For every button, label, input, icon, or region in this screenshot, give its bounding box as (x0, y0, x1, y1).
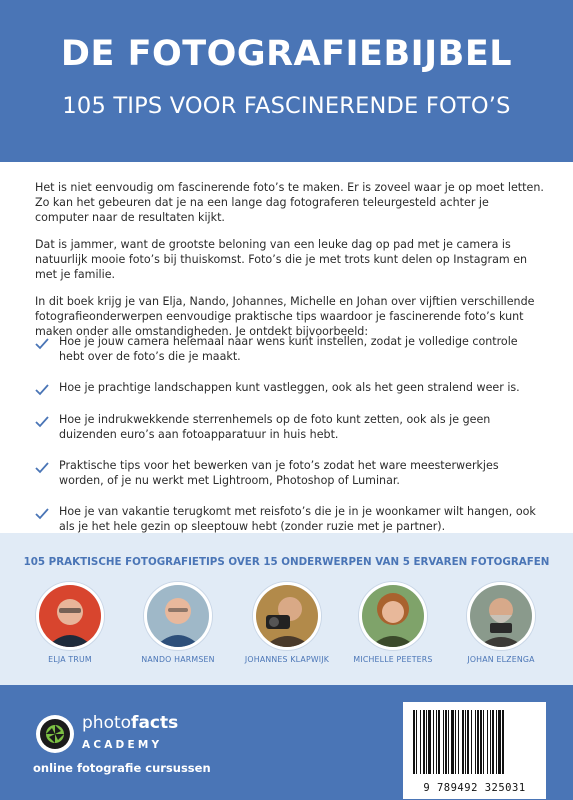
checklist-text: Hoe je jouw camera helemaal naar wens kunt instellen, zodat je volledige controle hebt over de foto’s die je maakt. (59, 335, 518, 363)
avatar (359, 582, 427, 650)
author-card (123, 582, 233, 664)
barcode-bar (438, 710, 440, 774)
barcode-bar (492, 710, 494, 774)
barcode-bar (455, 710, 456, 774)
avatar-photo (256, 585, 318, 647)
barcode-bar (448, 710, 449, 774)
avatar (467, 582, 535, 650)
authors-band-title: 105 PRAKTISCHE FOTOGRAFIETIPS OVER 15 ONDERWERPEN VAN 5 ERVAREN FOTOGRAFEN (23, 556, 550, 568)
barcode-bar (445, 710, 447, 774)
author-card (338, 582, 448, 664)
barcode-bar (426, 710, 427, 774)
barcode-bar (420, 710, 421, 774)
barcode-bar (451, 710, 454, 774)
barcode-bar (498, 710, 501, 774)
isbn-barcode (403, 702, 546, 799)
barcode-bar (467, 710, 469, 774)
barcode-bar (480, 710, 482, 774)
brand-name (82, 713, 178, 733)
checklist-item (35, 334, 545, 364)
brand-academy: ACADEMY (82, 739, 163, 751)
checklist-item (35, 412, 545, 442)
book-title: DE FOTOGRAFIEBIJBEL (60, 34, 513, 74)
barcode-bar (423, 710, 425, 774)
intro-paragraph: In dit boek krijg je van Elja, Nando, Johannes, Michelle en Johan over vijftien verschillende fotografieonderwerpen eenvoudige praktische tips waardoor je fascinerende foto’s kunt maken onder alle omstandigheden. Je ontdekt bijvoorbeeld: (35, 295, 535, 338)
checklist-text: Hoe je prachtige landschappen kunt vastleggen, ook als het geen stralend weer is. (59, 381, 520, 394)
author-card (232, 582, 342, 664)
barcode-bar (475, 710, 476, 774)
author-name: JOHAN ELZENGA (467, 655, 535, 664)
check-icon (35, 508, 49, 520)
brand-bold: facts (131, 713, 179, 733)
check-icon (35, 462, 49, 474)
check-icon (35, 338, 49, 350)
intro-text (35, 180, 545, 351)
cover-header (0, 0, 573, 162)
intro-paragraph: Het is niet eenvoudig om fascinerende foto’s te maken. Er is zoveel waar je op moet letten. Zo kan het gebeuren dat je na een lange dag fotograferen teleurgesteld achter je computer naar de resultaten kijkt. (35, 181, 544, 224)
tips-checklist (35, 334, 545, 534)
checklist-item (35, 380, 545, 395)
author-name: ELJA TRUM (48, 655, 92, 664)
barcode-bar (416, 710, 417, 774)
author-card (15, 582, 125, 664)
barcode-bar (433, 710, 434, 774)
avatar-photo (39, 585, 101, 647)
brand-light: photo (82, 713, 132, 733)
checklist-text: Hoe je indrukwekkende sterrenhemels op de foto kunt zetten, ook als je geen duizenden euro’s aan fotoapparatuur in huis hebt. (59, 413, 491, 441)
barcode-bar (465, 710, 466, 774)
barcode-bar (477, 710, 479, 774)
barcode-bar (496, 710, 497, 774)
avatar-photo (470, 585, 532, 647)
aperture-logo-icon (35, 714, 75, 754)
checklist-text: Praktische tips voor het bewerken van je foto’s zodat het ware meesterwerkjes worden, of je nu werkt met Lightroom, Photoshop of Luminar. (59, 459, 499, 487)
author-name: JOHANNES KLAPWIJK (244, 655, 330, 664)
isbn-number: 9 789492 325031 (423, 782, 526, 794)
brand-tagline: online fotografie cursussen (33, 761, 211, 775)
checklist-text: Hoe je van vakantie terugkomt met reisfoto’s die je in je woonkamer wilt hangen, ook als je het hele gezin op sleeptouw hebt (zonder ruzie met je partner). (59, 505, 536, 533)
barcode-bar (413, 710, 415, 774)
author-name: NANDO HARMSEN (141, 655, 215, 664)
barcode-bar (487, 710, 488, 774)
checklist-item (35, 504, 545, 534)
barcode-bars (411, 710, 538, 774)
barcode-bar (490, 710, 491, 774)
barcode-bar (436, 710, 437, 774)
barcode-bar (443, 710, 444, 774)
avatar (144, 582, 212, 650)
barcode-bar (458, 710, 459, 774)
check-icon (35, 384, 49, 396)
author-card (446, 582, 556, 664)
avatar (36, 582, 104, 650)
author-name: MICHELLE PEETERS (353, 655, 433, 664)
checklist-item (35, 458, 545, 488)
book-subtitle: 105 TIPS VOOR FASCINERENDE FOTO’S (62, 93, 511, 119)
barcode-bar (462, 710, 464, 774)
avatar-photo (362, 585, 424, 647)
barcode-bar (471, 710, 472, 774)
check-icon (35, 416, 49, 428)
avatar-photo (147, 585, 209, 647)
barcode-bar (428, 710, 431, 774)
intro-paragraph: Dat is jammer, want de grootste beloning van een leuke dag op pad met je camera is natuurlijk mooie foto’s bij thuiskomst. Foto’s die je met trots kunt delen op Instagram en met je familie. (35, 238, 528, 281)
barcode-bar (502, 710, 504, 774)
barcode-bar (483, 710, 484, 774)
avatar (253, 582, 321, 650)
